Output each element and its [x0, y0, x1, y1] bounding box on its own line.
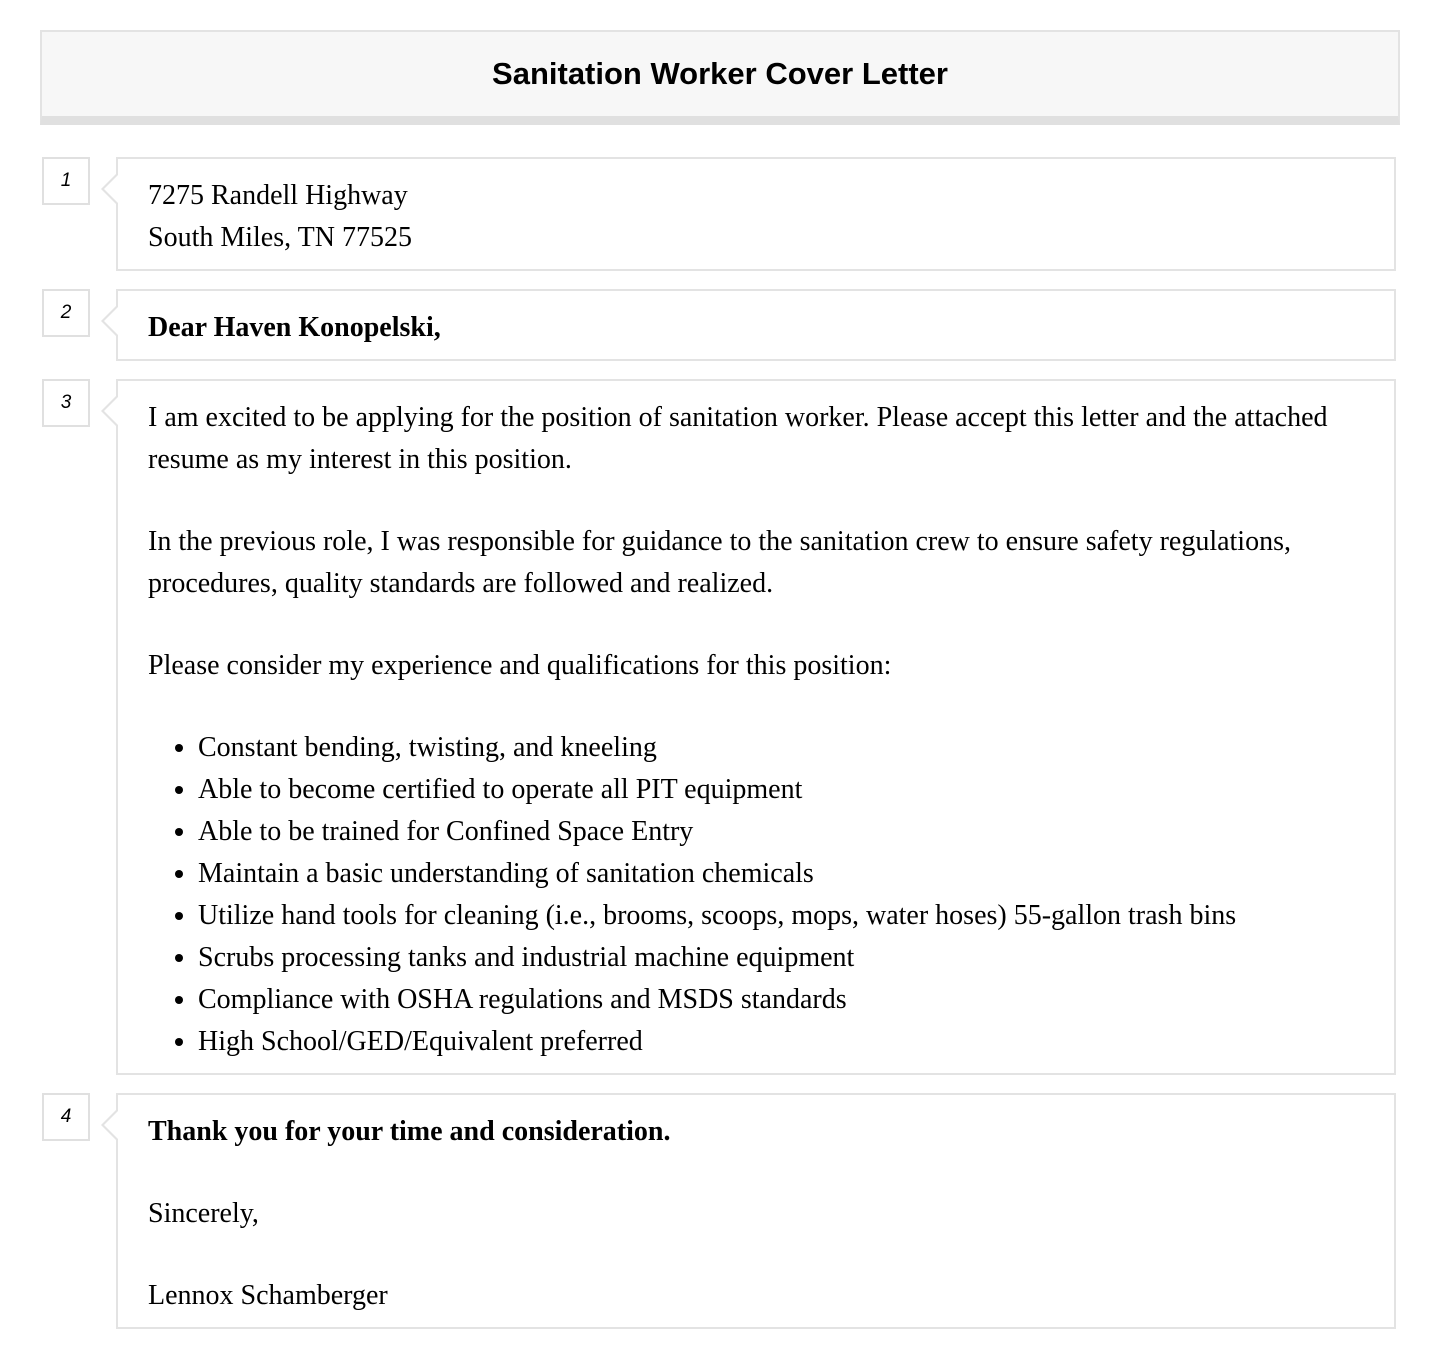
list-item: • Able to become certified to operate all PIT equipment — [198, 769, 1364, 811]
list-item: • Able to be trained for Confined Space Entry — [198, 811, 1364, 853]
section-number: 4 — [42, 1093, 90, 1141]
list-item: • High School/GED/Equivalent preferred — [198, 1021, 1364, 1063]
list-item: • Scrubs processing tanks and industrial machine equipment — [198, 937, 1364, 979]
salutation: Dear Haven Konopelski, — [148, 312, 441, 343]
closing-card — [116, 1093, 1396, 1329]
page-header — [40, 30, 1400, 125]
address-line-1: 7275 Randell Highway — [148, 180, 408, 211]
qualifications-list — [148, 727, 1364, 1063]
list-item: • Utilize hand tools for cleaning (i.e., brooms, scoops, mops, water hoses) 55-gallon trash bins — [198, 895, 1364, 937]
signature: Lennox Schamberger — [148, 1280, 388, 1311]
address-line-2: South Miles, TN 77525 — [148, 222, 412, 253]
salutation-card — [116, 289, 1396, 361]
list-item: • Maintain a basic understanding of sanitation chemicals — [198, 853, 1364, 895]
list-item: • Compliance with OSHA regulations and MSDS standards — [198, 979, 1364, 1021]
page-title: Sanitation Worker Cover Letter — [492, 56, 948, 91]
address-card — [116, 157, 1396, 271]
closing-line: Sincerely, — [148, 1198, 259, 1229]
body-card — [116, 379, 1396, 1075]
body-paragraph-qualifications-intro: Please consider my experience and qualifications for this position: — [148, 650, 892, 681]
thank-you-line: Thank you for your time and consideration. — [148, 1116, 671, 1147]
section-number: 1 — [42, 157, 90, 205]
list-item: • Constant bending, twisting, and kneeling — [198, 727, 1364, 769]
section-number: 3 — [42, 379, 90, 427]
section-number: 2 — [42, 289, 90, 337]
body-paragraph-intro: I am excited to be applying for the position of sanitation worker. Please accept this letter and the attached resume as my interest in this position. — [148, 402, 1328, 475]
body-paragraph-experience: In the previous role, I was responsible for guidance to the sanitation crew to ensure safety regulations, procedures, quality standards are followed and realized. — [148, 526, 1291, 599]
